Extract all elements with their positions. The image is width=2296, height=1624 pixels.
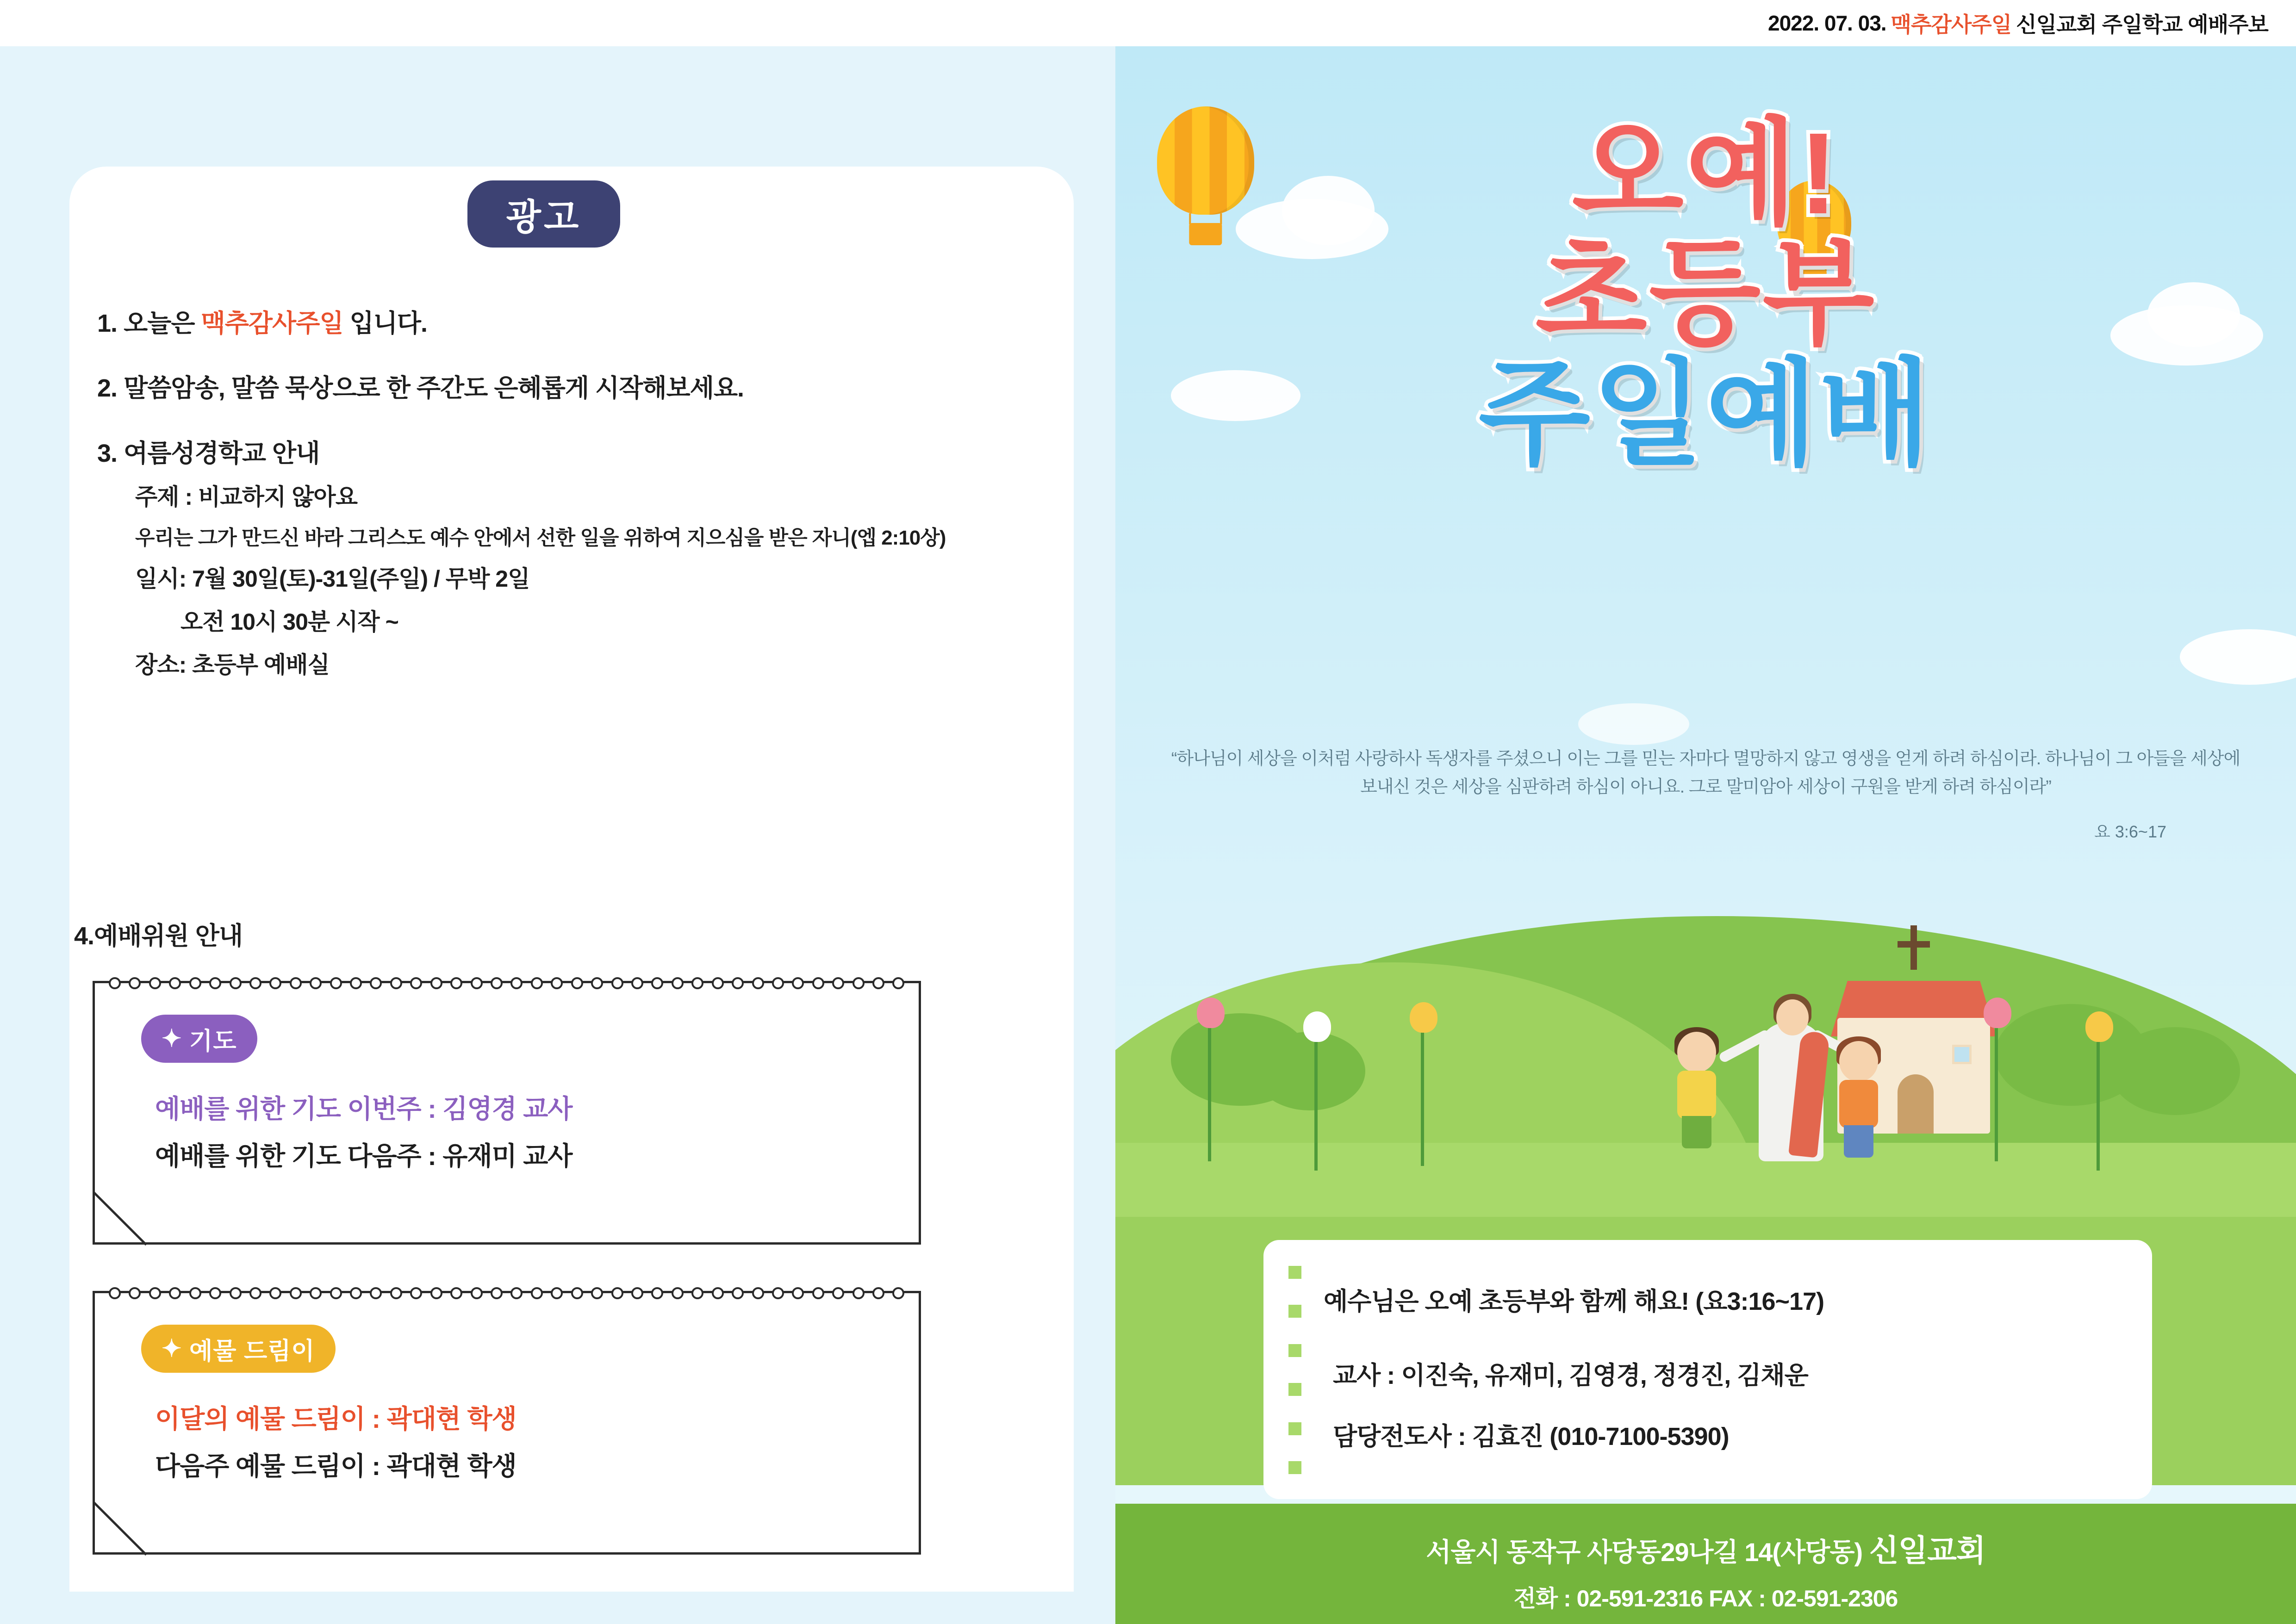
- offering-next-week: 다음주 예물 드림이 : 곽대현 학생: [155, 1451, 516, 1481]
- announcement-list: [97, 305, 1004, 711]
- sparkle-icon: ✦: [162, 1025, 182, 1052]
- prayer-note-card: [93, 981, 921, 1245]
- prayer-next-week: 예배를 위한 기도 다음주 : 유재미 교사: [155, 1141, 572, 1171]
- vbs-date: 일시: 7월 30일(토)-31일(주일) / 무박 2일: [135, 565, 530, 592]
- header-highlight: 맥추감사주일: [1891, 12, 2012, 37]
- right-poster-panel: [1115, 46, 2296, 1624]
- item-1-highlight: 맥추감사주일: [201, 310, 343, 337]
- child-illustration: [1661, 1032, 1731, 1152]
- footer-telephone: 전화 : 02-591-2316 FAX : 02-591-2306: [1513, 1586, 1898, 1612]
- info-line-pastor: 담당전도사 : 김효진 (010-7100-5390): [1333, 1423, 1729, 1450]
- title-line-3: 주일예배: [1478, 349, 1933, 478]
- flower-stem: [1421, 1027, 1424, 1166]
- header-date: 2022. 07. 03.: [1768, 11, 1886, 35]
- flower-stem: [1314, 1036, 1318, 1171]
- item-1-number: 1.: [97, 310, 118, 337]
- item-1-post: 입니다.: [343, 310, 428, 337]
- bush-decoration: [2110, 1027, 2240, 1115]
- header-subtitle: 신일교회 주일학교 예배주보: [2016, 12, 2268, 37]
- prayer-tag: [141, 1015, 257, 1063]
- left-announcement-panel: [0, 46, 1115, 1624]
- bush-decoration: [1254, 1032, 1365, 1110]
- flower-icon: [1303, 1011, 1331, 1042]
- offering-note-card: [93, 1291, 921, 1555]
- footer-church-name: 신일교회: [1869, 1533, 1985, 1568]
- title-line-1: 오예!: [1572, 109, 1840, 238]
- offering-tag-label: 예물 드림이: [189, 1338, 315, 1365]
- announcement-item-1: [97, 305, 1004, 341]
- info-box: [1263, 1240, 2152, 1499]
- church-window: [1952, 1045, 1972, 1064]
- offering-tag: [141, 1325, 336, 1373]
- child-illustration: [1823, 1041, 1893, 1161]
- cross-icon: [1898, 941, 1930, 948]
- item-3-number: 3.: [97, 439, 118, 467]
- church-footer: [1115, 1504, 2296, 1624]
- document-header: [0, 0, 2296, 46]
- item-1-pre: 오늘은: [124, 310, 201, 337]
- info-bullet-dots: [1288, 1266, 1301, 1474]
- flower-icon: [1410, 1002, 1437, 1033]
- flower-icon: [2085, 1011, 2113, 1042]
- announcement-badge: 광고: [467, 180, 620, 248]
- offering-this-month: 이달의 예물 드림이 : 곽대현 학생: [155, 1404, 516, 1433]
- cloud-decoration: [2180, 629, 2296, 685]
- prayer-this-week: 예배를 위한 기도 이번주 : 김영경 교사: [155, 1094, 572, 1123]
- vbs-topic: 주제 : 비교하지 않아요: [135, 483, 358, 510]
- item-2-number: 2.: [97, 374, 118, 403]
- footer-address: [1115, 1526, 2296, 1570]
- note-perforations: [109, 977, 905, 989]
- announcement-item-3: [97, 435, 1004, 682]
- announcement-item-4: 4.예배위원 안내: [74, 922, 243, 950]
- vbs-place: 장소: 초등부 예배실: [135, 651, 330, 678]
- note-perforations: [109, 1287, 905, 1299]
- cloud-decoration: [1578, 703, 1689, 745]
- title-line-2: 초등부: [1535, 229, 1876, 358]
- flower-stem: [1208, 1023, 1211, 1161]
- prayer-tag-label: 기도: [189, 1028, 237, 1055]
- flower-stem: [2097, 1036, 2100, 1171]
- info-line-teachers: 교사 : 이진숙, 유재미, 김영경, 정경진, 김채운: [1333, 1362, 1808, 1389]
- item-3-text: 여름성경학교 안내: [124, 439, 320, 467]
- vbs-verse: 우리는 그가 만드신 바라 그리스도 예수 안에서 선한 일을 위하여 지으심을 받은 자니(엡 2:10상): [135, 526, 946, 549]
- footer-address-text: 서울시 동작구 사당동29나길 14(사당동): [1426, 1537, 1869, 1567]
- church-door: [1898, 1074, 1934, 1134]
- flower-icon: [1984, 998, 2011, 1028]
- sparkle-icon: ✦: [162, 1335, 182, 1362]
- cross-icon: [1910, 925, 1917, 970]
- flower-icon: [1197, 998, 1225, 1028]
- vbs-time: 오전 10시 30분 시작 ~: [180, 608, 398, 635]
- item-2-text: 말씀암송, 말씀 묵상으로 한 주간도 은혜롭게 시작해보세요.: [124, 374, 744, 403]
- info-line-welcome: 예수님은 오예 초등부와 함께 해요! (요3:16~17): [1324, 1288, 1824, 1315]
- flower-stem: [1995, 1023, 1998, 1161]
- bible-verse-reference: 요 3:6~17: [2094, 822, 2166, 841]
- announcement-item-2: [97, 370, 1004, 406]
- poster-title: [1115, 109, 2296, 478]
- bible-verse-text: “하나님이 세상을 이처럼 사랑하사 독생자를 주셨으니 이는 그를 믿는 자마다 멸망하지 않고 영생을 얻게 하려 하심이라. 하나님이 그 아들을 세상에 보내신 것은 세상을 심판하려 하심이 아니요. 그로 말미암아 세상이 구원을 받게 하려 하심이라”: [1171, 749, 2240, 797]
